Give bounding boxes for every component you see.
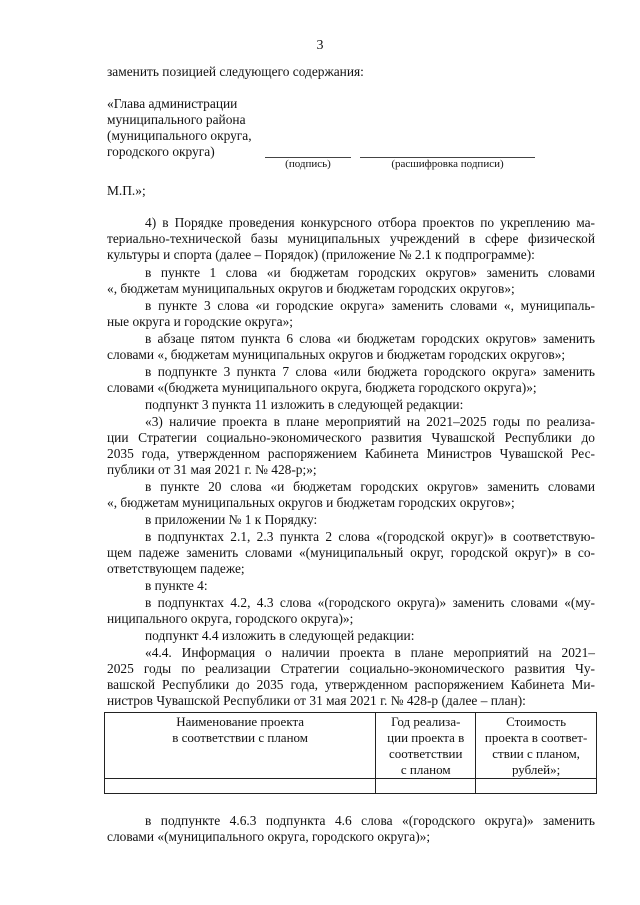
body-line-24: в подпунктах 4.2, 4.3 слова «(городского округа)» заменить словами «(му- [145, 595, 595, 610]
body-line-17: в пункте 20 слова «и бюджетам городских округов» заменить словами [145, 479, 595, 494]
body-line-26: подпункт 4.4 изложить в следующей редакции: [145, 628, 415, 643]
body-line-22: ответствующем падеже; [107, 561, 245, 576]
body-line-13: «3) наличие проекта в плане мероприятий на 2021–2025 годы по реализа- [145, 414, 595, 429]
header-cell-text: ции проекта в [387, 730, 465, 745]
body-line-9: словами «, бюджетам муниципальных округов и бюджетам городских округов»; [107, 347, 566, 362]
body-line-28: 2025 годы по реализации Стратегии социально-экономического развития Чу- [107, 661, 595, 676]
header-cell-project-name [105, 713, 376, 779]
body-line-20: в подпунктах 2.1, 2.3 пункта 2 слова «(городской округ)» в соответствую- [145, 529, 595, 544]
body-line-1: 4) в Порядке проведения конкурсного отбора проектов по укреплению ма- [145, 215, 595, 230]
header-cell-text: ствии с планом, [492, 746, 580, 761]
body-line-27: «4.4. Информация о наличии проекта в плане мероприятий на 2021– [145, 645, 595, 660]
header-cell-text: рублей»; [511, 762, 561, 777]
signature-title-line-3: (муниципального округа, [107, 128, 252, 143]
body-line-29: вашской Республики до 2035 года, утвержденном распоряжением Кабинета Ми- [107, 677, 595, 692]
signature-caption: (подпись) [285, 158, 331, 170]
stamp-mark: М.П.»; [107, 183, 146, 198]
header-cell-cost [476, 713, 597, 779]
body-line-21: щем падеже заменить словами «(муниципальный округ, городской округ)» в со- [107, 545, 595, 560]
body-line-5: «, бюджетам муниципальных округов и бюджетам городских округов»; [107, 281, 515, 296]
closing-line-2: словами «(муниципального округа, городского округа)»; [107, 829, 431, 844]
header-cell-text: с планом [400, 762, 451, 777]
body-line-10: в подпункте 3 пункта 7 слова «или бюджета городского округа» заменить [145, 364, 595, 379]
header-cell-text: соответствии [389, 746, 463, 761]
body-line-14: ции Стратегии социально-экономического развития Чувашской Республики до [107, 430, 595, 445]
signature-title-line-1: «Глава администрации [107, 96, 238, 111]
body-line-4: в пункте 1 слова «и бюджетам городских округов» заменить словами [145, 265, 595, 280]
intro-line: заменить позицией следующего содержания: [107, 64, 364, 79]
table-empty-row [105, 779, 597, 794]
header-cell-text: проекта в соответ- [484, 730, 588, 745]
closing-line-1: в подпункте 4.6.3 подпункта 4.6 слова «(городского округа)» заменить [145, 813, 595, 828]
body-line-30: нистров Чувашской Республики от 31 мая 2021 г. № 428-р (далее – план): [107, 693, 526, 708]
body-line-8: в абзаце пятом пункта 6 слова «и бюджетам городских округов» заменить [145, 331, 595, 346]
header-cell-year [376, 713, 476, 779]
body-line-15: 2035 года, утвержденном распоряжением Кабинета Министров Чувашской Рес- [107, 446, 595, 461]
table-cell [476, 779, 597, 794]
header-cell-text: в соответствии с планом [172, 730, 309, 745]
table-cell [376, 779, 476, 794]
body-line-25: ниципального округа, городского округа)»; [107, 611, 354, 626]
body-line-2: териально-технической базы муниципальных учреждений в сфере физической [107, 231, 595, 246]
body-line-6: в пункте 3 слова «и городские округа» заменить словами «, муниципаль- [145, 298, 595, 313]
body-line-18: «, бюджетам муниципальных округов и бюджетам городских округов»; [107, 495, 515, 510]
body-line-11: словами «(бюджета муниципального округа, бюджета городского округа)»; [107, 380, 537, 395]
header-cell-text: Стоимость [506, 714, 567, 729]
signature-title-line-4: городского округа) [107, 144, 215, 159]
table-header-row [105, 713, 597, 779]
body-line-3: культуры и спорта (далее – Порядок) (приложение № 2.1 к подпрограмме): [107, 247, 535, 262]
body-line-23: в пункте 4: [145, 578, 208, 593]
name-caption: (расшифровка подписи) [391, 158, 504, 170]
page-number: 3 [316, 38, 324, 53]
project-table [104, 712, 597, 794]
header-cell-text: Год реализа- [391, 714, 461, 729]
body-line-7: ные округа и городские округа»; [107, 314, 294, 329]
body-line-19: в приложении № 1 к Порядку: [145, 512, 318, 527]
table-cell [105, 779, 376, 794]
signature-title-line-2: муниципального района [107, 112, 246, 127]
header-cell-text: Наименование проекта [176, 714, 305, 729]
body-line-16: публики от 31 мая 2021 г. № 428-р;»; [107, 462, 317, 477]
body-line-12: подпункт 3 пункта 11 изложить в следующей редакции: [145, 397, 464, 412]
